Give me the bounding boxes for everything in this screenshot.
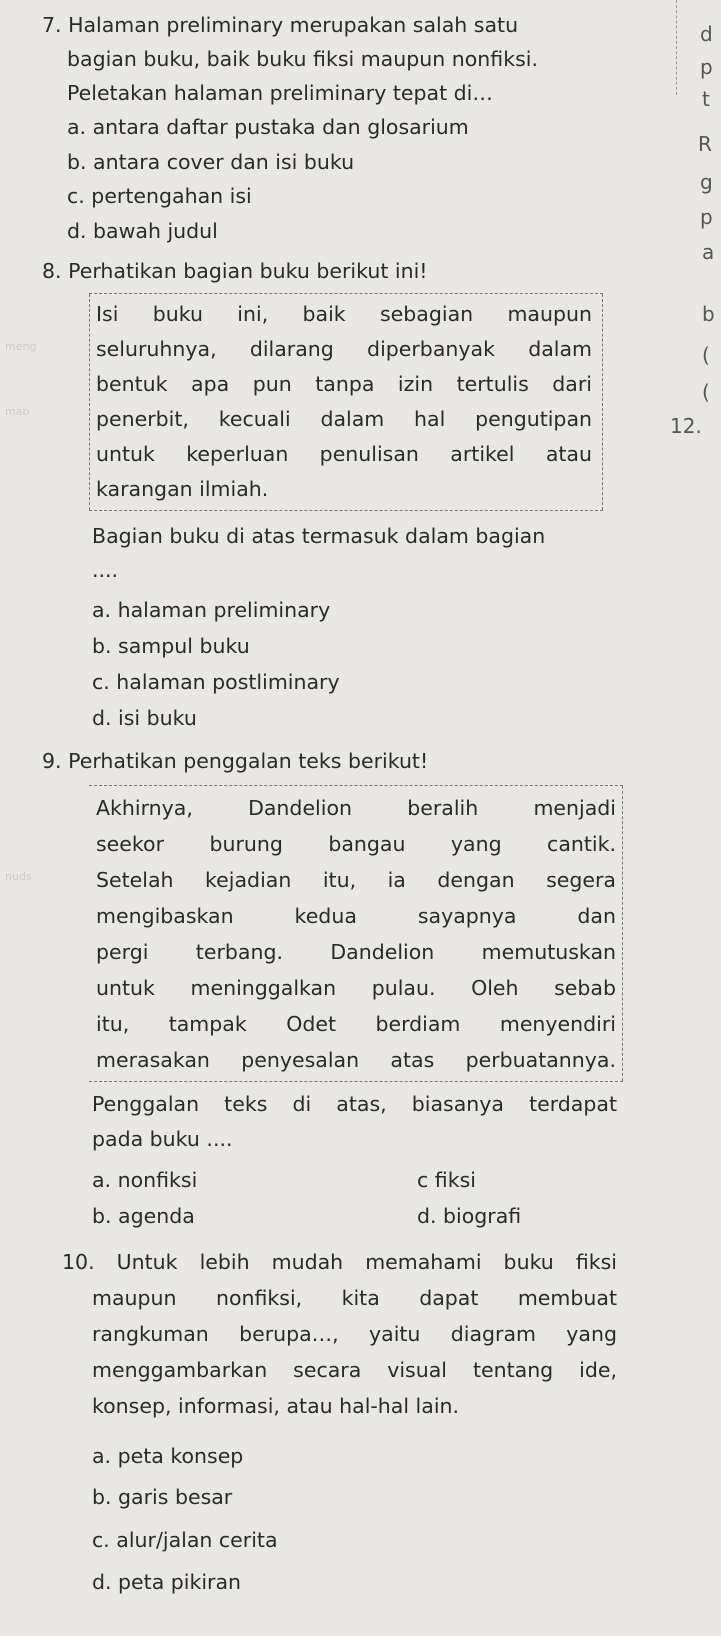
q8-intro: 8. Perhatikan bagian buku berikut ini! [42, 259, 428, 283]
q8-ellipsis: .... [92, 558, 119, 582]
right-edge-fragment: ( [702, 380, 710, 404]
q8-box-line: untuk keperluan penulisan artikel atau [96, 442, 592, 466]
q9-box-line: mengibaskan kedua sayapnya dan [96, 904, 616, 928]
q7-stem-line: bagian buku, baik buku fiksi maupun nonfiksi. [67, 47, 538, 71]
q8-box-line: karangan ilmiah. [96, 477, 269, 501]
q10-stem-line: maupun nonfiksi, kita dapat membuat [92, 1286, 617, 1310]
q7-option-d: d. bawah judul [67, 219, 218, 243]
q8-option-b: b. sampul buku [92, 634, 250, 658]
q9-box-line: Setelah kejadian itu, ia dengan segera [96, 868, 616, 892]
q7-option-a: a. antara daftar pustaka dan glosarium [67, 115, 469, 139]
q9-box-line: seekor burung bangau yang cantik. [96, 832, 616, 856]
q8-option-a: a. halaman preliminary [92, 598, 331, 622]
right-edge-divider [676, 0, 677, 95]
right-edge-fragment: ( [702, 343, 710, 367]
q9-option-c: c fiksi [417, 1168, 476, 1192]
right-edge-fragment: g [700, 170, 713, 194]
bleed-through-text: nuds [5, 870, 32, 883]
q7-option-b: b. antara cover dan isi buku [67, 150, 355, 174]
q8-box-line: bentuk apa pun tanpa izin tertulis dari [96, 372, 592, 396]
q10-stem-line: 10. Untuk lebih mudah memahami buku fiksi [62, 1250, 617, 1274]
right-edge-fragment: d [700, 22, 713, 46]
q9-option-b: b. agenda [92, 1204, 195, 1228]
q9-intro: 9. Perhatikan penggalan teks berikut! [42, 749, 429, 773]
q7-stem-line: 7. Halaman preliminary merupakan salah satu [42, 13, 519, 37]
q10-stem-line: rangkuman berupa…, yaitu diagram yang [92, 1322, 617, 1346]
q10-stem-line: menggambarkan secara visual tentang ide, [92, 1358, 617, 1382]
q10-option-a: a. peta konsep [92, 1444, 244, 1468]
right-edge-fragment: t [702, 87, 710, 111]
q8-box-line: Isi buku ini, baik sebagian maupun [96, 302, 592, 326]
right-edge-fragment: p [700, 55, 713, 79]
q10-option-d: d. peta pikiran [92, 1570, 242, 1594]
q8-box-line: penerbit, kecuali dalam hal pengutipan [96, 407, 592, 431]
right-edge-fragment: a [702, 240, 715, 264]
q9-question-line: Penggalan teks di atas, biasanya terdapat [92, 1092, 617, 1116]
q8-question: Bagian buku di atas termasuk dalam bagian [92, 524, 546, 548]
q9-question-line: pada buku .... [92, 1127, 233, 1151]
q9-box-line: pergi terbang. Dandelion memutuskan [96, 940, 616, 964]
right-edge-fragment: p [700, 205, 713, 229]
right-edge-fragment: R [698, 132, 712, 156]
q10-option-b: b. garis besar [92, 1485, 233, 1509]
right-edge-fragment: b [702, 302, 715, 326]
q9-box-line: untuk meninggalkan pulau. Oleh sebab [96, 976, 616, 1000]
q9-box-line: itu, tampak Odet berdiam menyendiri [96, 1012, 616, 1036]
bleed-through-text: meng [5, 340, 37, 353]
q9-box-line: Akhirnya, Dandelion beralih menjadi [96, 796, 616, 820]
q9-option-d: d. biografi [417, 1204, 522, 1228]
q8-option-d: d. isi buku [92, 706, 197, 730]
q8-option-c: c. halaman postliminary [92, 670, 340, 694]
q9-quote-box [89, 785, 623, 1082]
q9-box-line: merasakan penyesalan atas perbuatannya. [96, 1048, 616, 1072]
q10-stem-line: konsep, informasi, atau hal-hal lain. [92, 1394, 460, 1418]
q7-stem-line: Peletakan halaman preliminary tepat di… [67, 81, 493, 105]
q10-option-c: c. alur/jalan cerita [92, 1528, 278, 1552]
q7-option-c: c. pertengahan isi [67, 184, 252, 208]
bleed-through-text: mab [5, 405, 30, 418]
q8-box-line: seluruhnya, dilarang diperbanyak dalam [96, 337, 592, 361]
q9-option-a: a. nonfiksi [92, 1168, 198, 1192]
question-12-number: 12. [670, 414, 702, 438]
